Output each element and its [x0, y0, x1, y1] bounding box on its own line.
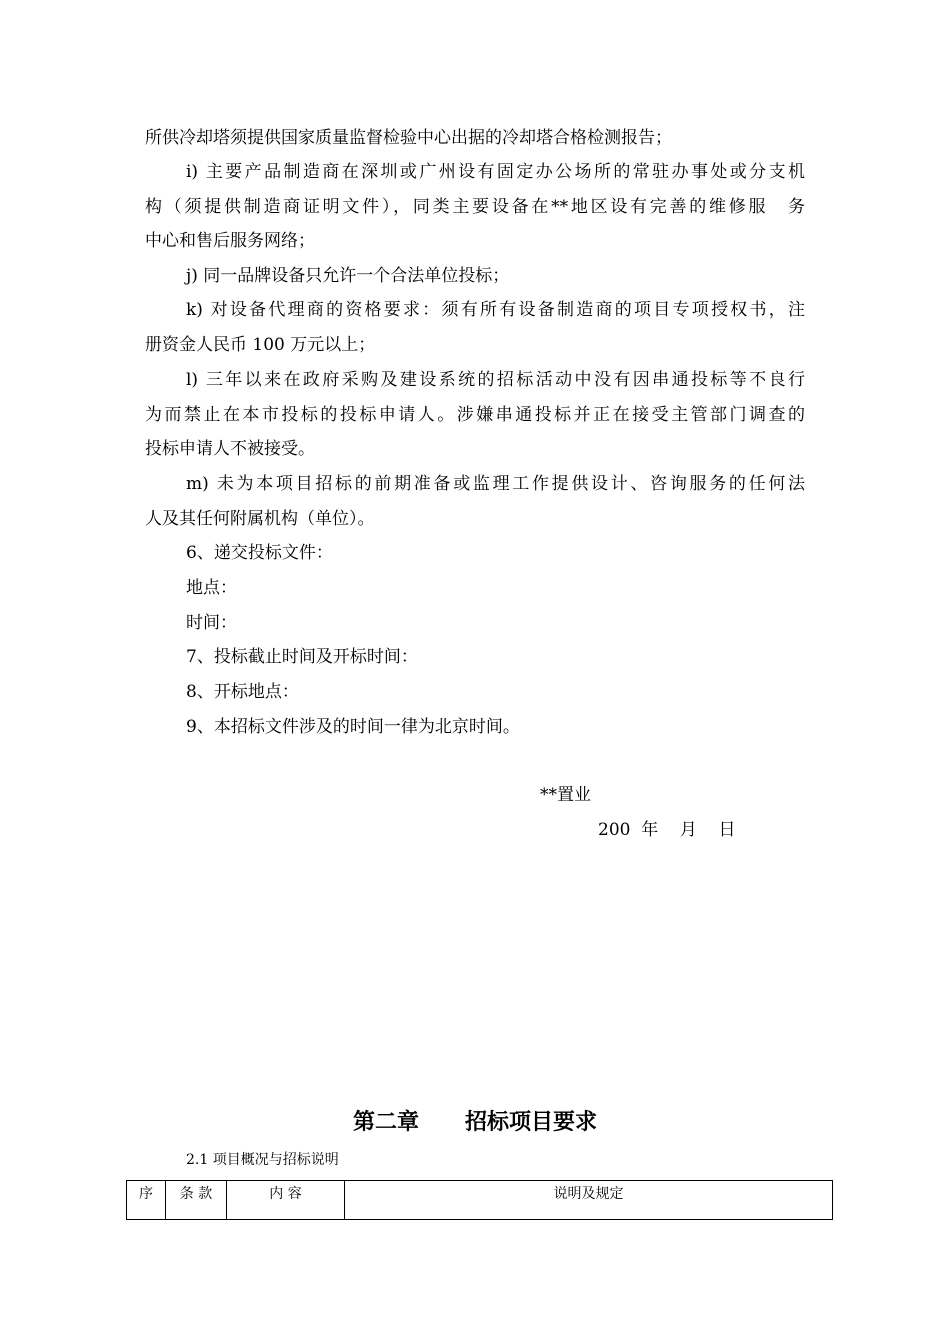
table-header-row [127, 1181, 833, 1220]
item-8-opening-location: 8、开标地点： [186, 682, 299, 702]
clause-m-line-1: m) 未为本项目招标的前期准备或监理工作提供设计、咨询服务的任何法 [186, 474, 805, 494]
section-heading: 2.1 项目概况与招标说明 [186, 1152, 339, 1168]
signature-company: **置业 [540, 785, 591, 805]
item-7-deadline: 7、投标截止时间及开标时间： [186, 647, 418, 667]
col-header-number: 序 [127, 1181, 166, 1220]
col-header-clause: 条 款 [166, 1181, 227, 1220]
clause-i-line-1: i) 主要产品制造商在深圳或广州设有固定办公场所的常驻办事处或分支机 [186, 162, 805, 182]
requirements-table [126, 1180, 833, 1220]
clause-l-line-3: 投标申请人不被接受。 [145, 439, 315, 459]
submit-location: 地点： [186, 578, 237, 598]
clause-m-line-2: 人及其任何附属机构（单位）。 [145, 509, 375, 529]
signature-date: 200 年 月 日 [598, 820, 736, 840]
clause-i-line-3: 中心和售后服务网络； [145, 231, 315, 251]
clause-l-line-2: 为而禁止在本市投标的投标申请人。涉嫌串通投标并正在接受主管部门调查的 [145, 405, 805, 425]
col-header-description: 说明及规定 [345, 1181, 833, 1220]
clause-l-line-1: l) 三年以来在政府采购及建设系统的招标活动中没有因串通投标等不良行 [186, 370, 805, 390]
submit-time: 时间： [186, 613, 237, 633]
paragraph-cooling-tower: 所供冷却塔须提供国家质量监督检验中心出据的冷却塔合格检测报告； [145, 128, 672, 148]
clause-j: j) 同一品牌设备只允许一个合法单位投标； [186, 266, 510, 286]
chapter-title: 第二章 招标项目要求 [353, 1109, 597, 1135]
item-9-beijing-time: 9、本招标文件涉及的时间一律为北京时间。 [186, 717, 520, 737]
clause-k-line-2: 册资金人民币 100 万元以上； [145, 335, 376, 355]
clause-i-line-2: 构（须提供制造商证明文件），同类主要设备在**地区设有完善的维修服 务 [145, 197, 805, 217]
item-6-submit-bids: 6、递交投标文件： [186, 543, 333, 563]
clause-k-line-1: k) 对设备代理商的资格要求：须有所有设备制造商的项目专项授权书，注 [186, 300, 805, 320]
col-header-content: 内 容 [227, 1181, 345, 1220]
